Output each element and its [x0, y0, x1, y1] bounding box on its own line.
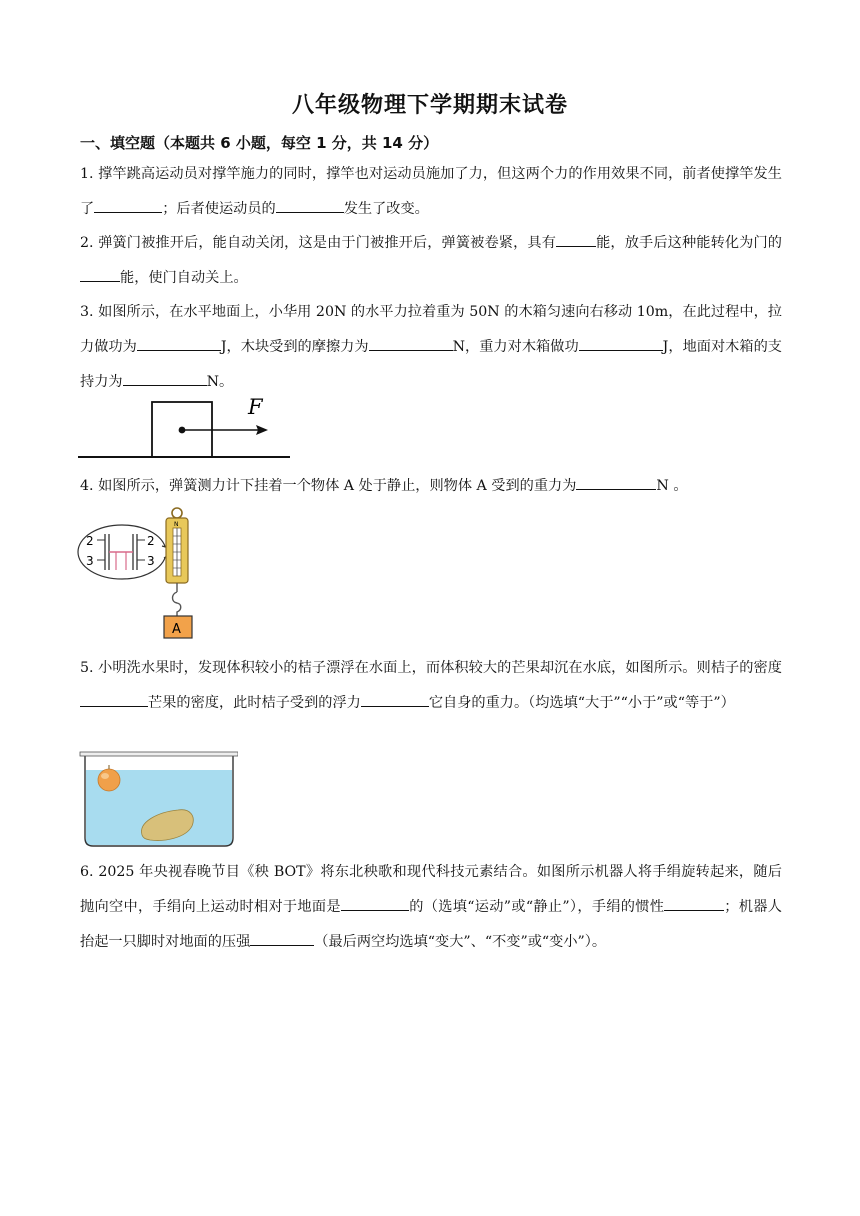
question-1: 1. 撑竿跳高运动员对撑竿施力的同时，撑竿也对运动员施加了力，但这两个力的作用效果不同，前者使撑竿发生了 ；后者使运动员的 发生了改变。 — [80, 166, 782, 217]
answer-blank[interactable] — [276, 196, 344, 213]
hook-icon — [173, 592, 181, 616]
answer-blank[interactable] — [664, 894, 724, 911]
answer-blank[interactable] — [369, 334, 453, 351]
svg-text:3: 3 — [86, 554, 94, 568]
section-heading: 一、填空题（本题共 6 小题，每空 1 分，共 14 分） — [80, 134, 439, 152]
answer-blank[interactable] — [576, 473, 656, 490]
page-title: 八年级物理下学期期末试卷 — [291, 93, 568, 118]
svg-text:A: A — [172, 622, 181, 637]
answer-blank[interactable] — [361, 690, 429, 707]
answer-blank[interactable] — [250, 929, 314, 946]
svg-text:N: N — [174, 521, 179, 528]
fruit-tank-figure — [78, 750, 238, 850]
question-4: 4. 如图所示，弹簧测力计下挂着一个物体 A 处于静止，则物体 A 受到的重力为 N 。 — [80, 469, 782, 504]
question-5: 5. 小明洗水果时，发现体积较小的桔子漂浮在水面上，而体积较大的芒果却沉在水底，如图所示。则桔子的密度芒果的密度，此时桔子受到的浮力 它自身的重力。（均选填“大于”“小于”或“等于”） — [80, 660, 782, 711]
svg-text:2: 2 — [147, 534, 155, 548]
answer-blank[interactable] — [94, 196, 162, 213]
question-2: 2. 弹簧门被推开后，能自动关闭，这是由于门被推开后，弹簧被卷紧，具有 能，放手后这种能转化为门的能，使门自动关上。 — [80, 226, 782, 296]
question-number: 3. — [80, 304, 94, 320]
answer-blank[interactable] — [80, 690, 148, 707]
question-number: 6. — [80, 864, 94, 880]
force-label: F — [248, 395, 263, 419]
answer-blank[interactable] — [556, 230, 596, 247]
question-number: 2. — [80, 235, 94, 251]
orange-icon — [98, 769, 120, 791]
question-number: 1. — [80, 166, 94, 182]
question-6: 6. 2025 年央视春晚节目《秧 BOT》将东北秧歌和现代科技元素结合。如图所示机器人将手绢旋转起来，随后抛向空中，手绢向上运动时相对于地面是 的（选填“运动”或“静止”），手绢的惯性 ；机器人抬起一只脚时对地面的压强 （最后两空均选填“变大”、“不变”或“变小”）。 — [80, 864, 782, 950]
svg-text:2: 2 — [86, 534, 94, 548]
question-number: 5. — [80, 660, 94, 676]
answer-blank[interactable] — [137, 334, 221, 351]
svg-text:3: 3 — [147, 554, 155, 568]
answer-blank[interactable] — [80, 265, 120, 282]
answer-blank[interactable] — [579, 334, 663, 351]
answer-blank[interactable] — [123, 369, 207, 386]
spring-scale-figure — [76, 506, 216, 642]
box-pull-figure — [76, 392, 296, 460]
question-number: 4. — [80, 478, 94, 494]
question-3: 3. 如图所示，在水平地面上，小华用 20N 的水平力拉着重为 50N 的木箱匀速向右移动 10m，在此过程中，拉力做功为 J，木块受到的摩擦力为 N，重力对木箱做功 J，地面对木箱的支持力为 N。 — [80, 304, 782, 390]
tank-rim — [80, 752, 238, 756]
hanging-ring — [172, 508, 182, 518]
answer-blank[interactable] — [341, 894, 409, 911]
